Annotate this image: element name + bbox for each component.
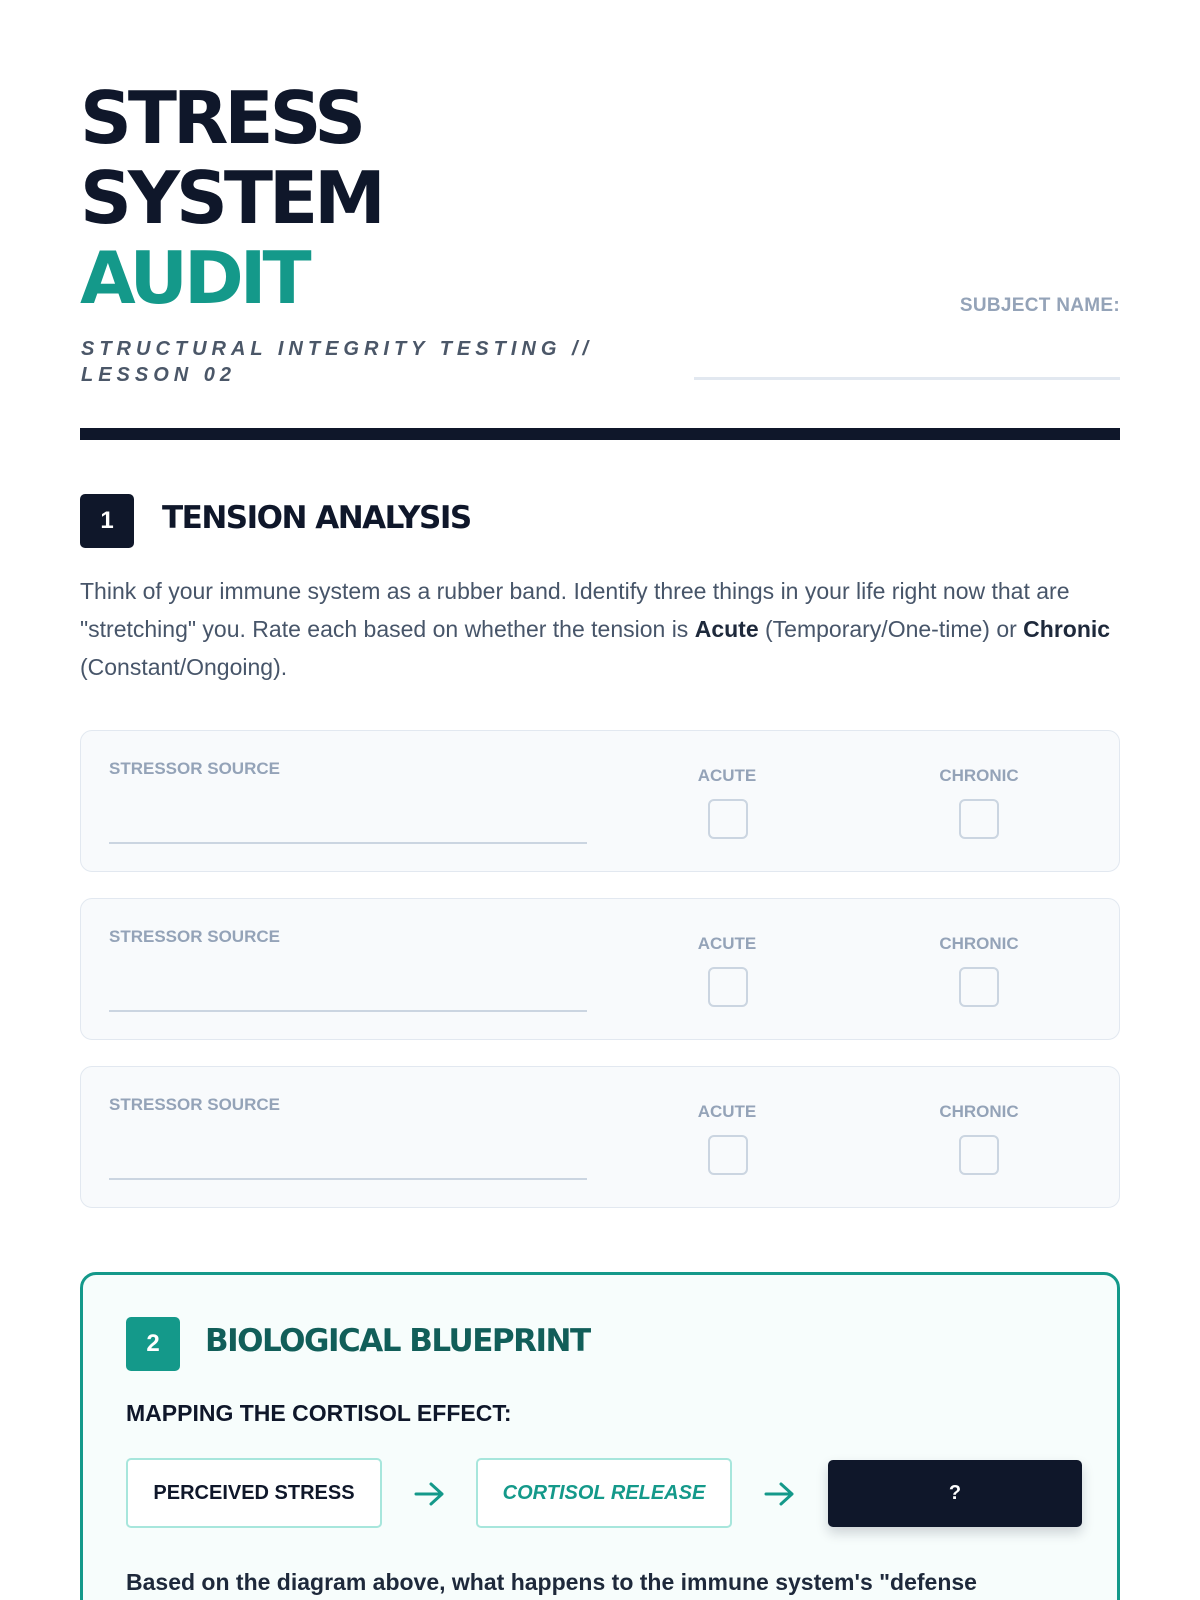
stressor-card-3 [80,1066,1120,1208]
title-line-stress: STRESS [80,76,363,160]
header-divider [80,428,1120,440]
title-line-system: SYSTEM [80,156,382,240]
subject-name-label: SUBJECT NAME: [959,295,1120,316]
acute-label: ACUTE [697,766,757,785]
acute-checkbox[interactable] [708,1135,748,1175]
intro-chronic-term: Chronic [1023,616,1111,642]
intro-text-2: (Temporary/One-time) or [758,616,1024,642]
chronic-label: CHRONIC [939,934,1019,953]
arrow-right-icon [413,1480,447,1508]
stressor-card-1 [80,730,1120,872]
acute-checkbox[interactable] [708,799,748,839]
page-title [80,78,382,318]
biological-blueprint-panel [80,1272,1120,1600]
cortisol-map-heading: MAPPING THE CORTISOL EFFECT: [126,1400,512,1426]
stressor-source-label: STRESSOR SOURCE [109,1095,280,1114]
acute-label: ACUTE [697,1102,757,1121]
acute-checkbox[interactable] [708,967,748,1007]
flow-step-unknown-outcome: ? [828,1460,1082,1527]
page-subtitle: STRUCTURAL INTEGRITY TESTING // LESSON 02 [81,338,594,386]
intro-acute-term: Acute [694,616,759,642]
flow-step-cortisol-release: CORTISOL RELEASE [476,1458,732,1528]
title-line-audit: AUDIT [80,236,308,320]
intro-text-1: Think of your immune system as a rubber band. Identify three things in your life right now that are "stretching" you. Rate each based on whether the tension is [80,578,1070,642]
chronic-label: CHRONIC [939,766,1019,785]
acute-label: ACUTE [697,934,757,953]
stressor-source-input[interactable] [109,842,587,844]
arrow-right-icon [763,1480,797,1508]
chronic-label: CHRONIC [939,1102,1019,1121]
section-1-title: TENSION ANALYSIS [162,500,471,536]
section-2-number-badge: 2 [126,1317,180,1371]
section-1-instructions [80,572,1130,686]
section-2-title: BIOLOGICAL BLUEPRINT [205,1323,590,1359]
stressor-source-input[interactable] [109,1178,587,1180]
subject-name-field[interactable] [694,377,1120,380]
stressor-source-label: STRESSOR SOURCE [109,759,280,778]
section-1-number-badge: 1 [80,494,134,548]
stressor-card-2 [80,898,1120,1040]
intro-text-3: (Constant/Ongoing). [80,654,288,680]
blueprint-question: Based on the diagram above, what happens to the immune system's "defense [126,1569,977,1595]
flow-step-perceived-stress: PERCEIVED STRESS [126,1458,382,1528]
stressor-source-label: STRESSOR SOURCE [109,927,280,946]
chronic-checkbox[interactable] [959,967,999,1007]
stressor-source-input[interactable] [109,1010,587,1012]
chronic-checkbox[interactable] [959,1135,999,1175]
chronic-checkbox[interactable] [959,799,999,839]
